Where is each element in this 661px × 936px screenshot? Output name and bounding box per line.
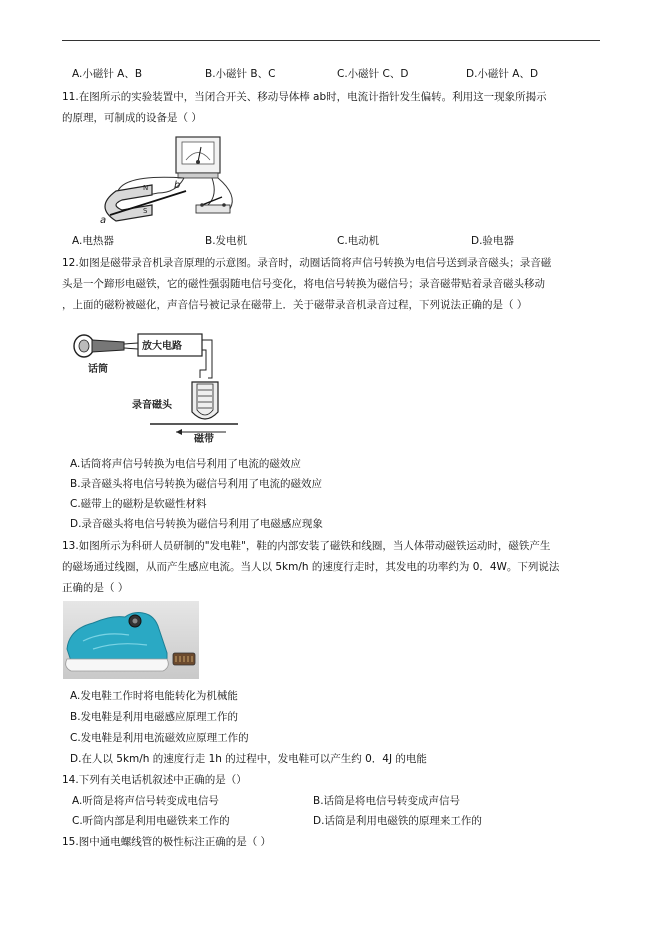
q14-option-b: B.话筒是将电信号转变成声信号	[313, 795, 461, 807]
q13-text-line2: 的磁场通过线圈，从而产生感应电流。当人以 5km/h 的速度行走时，其发电的功率约为 0．4W。下列说法	[62, 561, 560, 573]
q11-figure-n-label: N	[143, 184, 149, 192]
q11-option-a: A.电热器	[72, 235, 114, 247]
q11-text-line2: 的原理，可制成的设备是（ ）	[62, 112, 202, 124]
q10-option-d: D.小磁针 A、D	[466, 68, 539, 80]
q12-figure-tape-recorder	[70, 328, 240, 446]
q14-option-c: C.听筒内部是利用电磁铁来工作的	[72, 815, 230, 827]
q11-figure-b-label: b	[174, 180, 181, 191]
q12-text-line1: 12.如图是磁带录音机录音原理的示意图。录音时，动圈话筒将声信号转换为电信号送到录音磁头；录音磁	[62, 257, 552, 269]
q13-text-line1: 13.如图所示为科研人员研制的"发电鞋"，鞋的内部安装了磁铁和线圈，当人体带动磁铁运动时，磁铁产生	[62, 540, 551, 552]
q13-option-d: D.在人以 5km/h 的速度行走 1h 的过程中，发电鞋可以产生约 0．4J 的电能	[70, 753, 427, 765]
q12-figure-amp-label: 放大电路	[142, 341, 182, 352]
q13-text-line3: 正确的是（ ）	[62, 582, 129, 594]
q12-option-a: A.话筒将声信号转换为电信号利用了电流的磁效应	[70, 458, 301, 470]
q13-figure-power-shoe-photo	[63, 601, 199, 679]
q14-option-d: D.话筒是利用电磁铁的原理来工作的	[313, 815, 482, 827]
q12-text-line3: ，上面的磁粉被磁化，声音信号被记录在磁带上．关于磁带录音机录音过程，下列说法正确的是（ ）	[62, 299, 528, 311]
q12-option-b: B.录音磁头将电信号转换为磁信号利用了电流的磁效应	[70, 478, 323, 490]
q12-figure-head-label: 录音磁头	[132, 400, 172, 411]
q10-option-c: C.小磁针 C、D	[337, 68, 409, 80]
q12-figure-tape-label: 磁带	[194, 434, 214, 445]
q12-text-line2: 头是一个蹄形电磁铁，它的磁性强弱随电信号变化，将电信号转换为磁信号；录音磁带贴着录音磁头移动	[62, 278, 545, 290]
q11-figure-induction-apparatus	[88, 133, 248, 229]
q14-text-line1: 14.下列有关电话机叙述中正确的是（）	[62, 774, 247, 786]
q13-option-a: A.发电鞋工作时将电能转化为机械能	[70, 690, 238, 702]
q11-option-c: C.电动机	[337, 235, 380, 247]
q10-option-a: A.小磁针 A、B	[72, 68, 143, 80]
q12-figure-mic-label: 话筒	[88, 364, 108, 375]
q11-figure-s-label: S	[143, 207, 148, 215]
q11-figure-a-label: a	[100, 215, 107, 226]
q12-option-c: C.磁带上的磁粉是软磁性材料	[70, 498, 207, 510]
q13-option-b: B.发电鞋是利用电磁感应原理工作的	[70, 711, 239, 723]
q15-text-line1: 15.图中通电螺线管的极性标注正确的是（ ）	[62, 836, 272, 848]
q14-option-a: A.听筒是将声信号转变成电信号	[72, 795, 219, 807]
q11-option-d: D.验电器	[471, 235, 514, 247]
q11-text-line1: 11.在图所示的实验装置中，当闭合开关、移动导体棒 ab时，电流计指针发生偏转。利用这一现象所揭示	[62, 91, 547, 103]
q13-option-c: C.发电鞋是利用电流磁效应原理工作的	[70, 732, 249, 744]
q10-option-b: B.小磁针 B、C	[205, 68, 276, 80]
q11-option-b: B.发电机	[205, 235, 248, 247]
q12-option-d: D.录音磁头将电信号转换为磁信号利用了电磁感应现象	[70, 518, 323, 530]
header-rule	[62, 40, 600, 41]
